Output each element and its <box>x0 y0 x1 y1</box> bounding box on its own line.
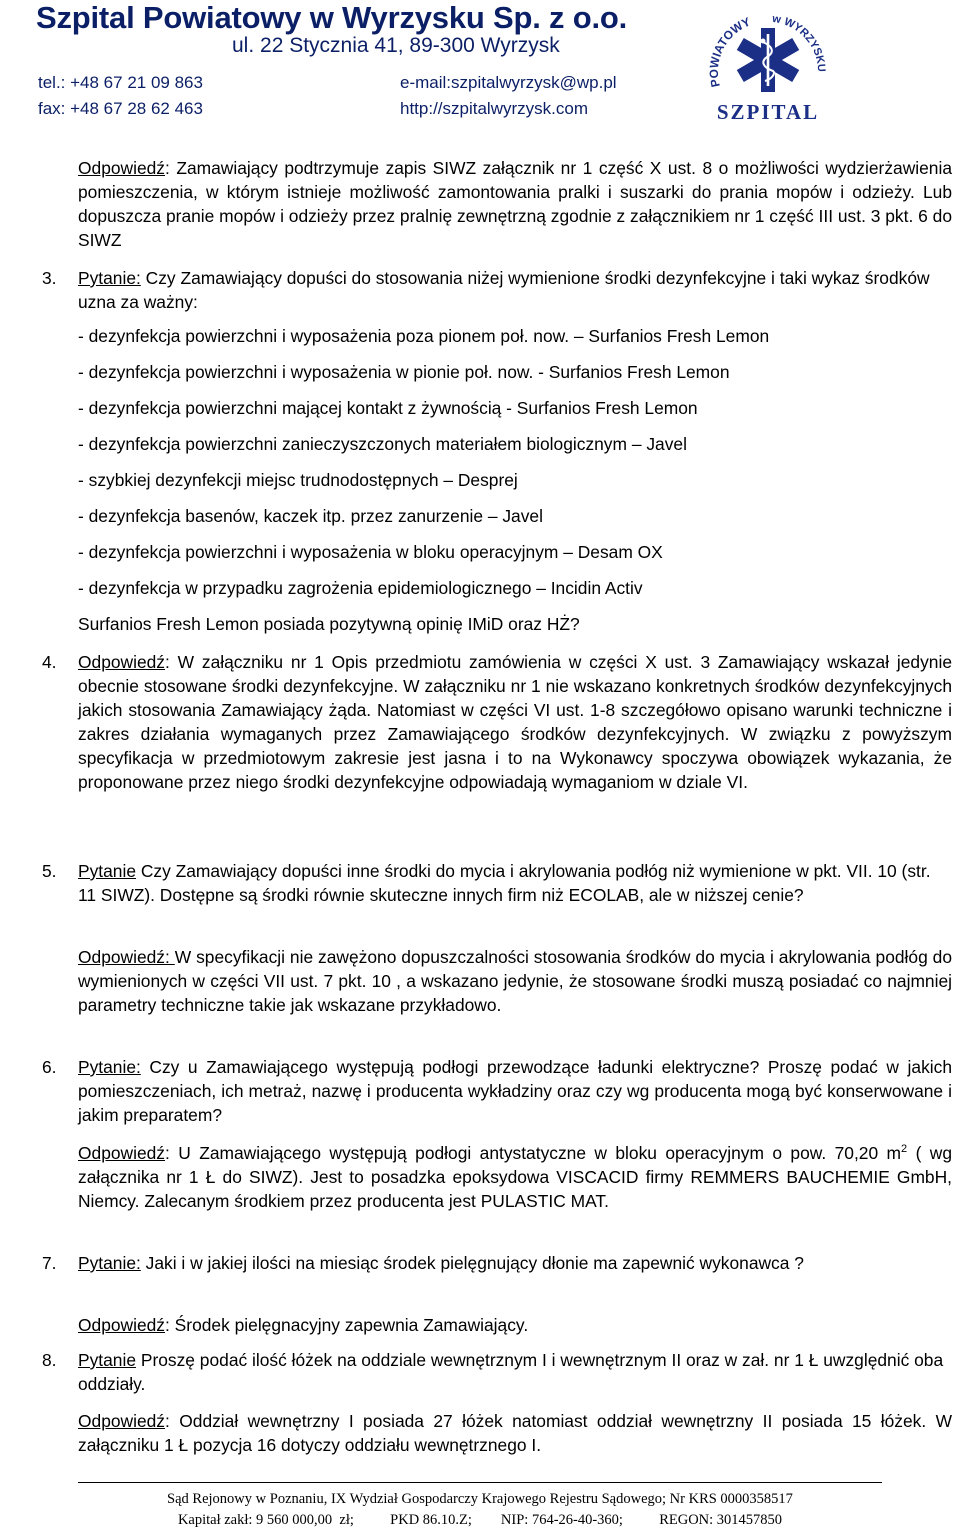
disinfectant-item: - dezynfekcja powierzchni zanieczyszczonych materiałem biologicznym – Javel <box>78 434 687 454</box>
answer-4 <box>78 650 952 794</box>
answer-text: : U Zamawiającego występują podłogi antystatyczne w bloku operacyjnym o pow. 70,20 m <box>165 1143 902 1163</box>
hospital-address: ul. 22 Stycznia 41, 89-300 Wyrzysk <box>232 34 560 57</box>
disinfectant-item: - dezynfekcja w przypadku zagrożenia epidemiologicznego – Incidin Activ <box>78 578 643 598</box>
disinfectant-item: - dezynfekcja powierzchni mającej kontakt z żywnością - Surfanios Fresh Lemon <box>78 398 698 418</box>
question-label: Pytanie <box>78 1350 137 1370</box>
svg-text:POWIATOWY: POWIATOWY <box>706 14 753 89</box>
item-number: 4. <box>42 652 57 672</box>
question-label: Pytanie: <box>78 1057 141 1077</box>
disinfectant-item: - dezynfekcja powierzchni i wyposażenia w bloku operacyjnym – Desam OX <box>78 542 663 562</box>
question-text: Czy u Zamawiającego występują podłogi przewodzące ładunki elektryczne? Proszę podać w jakich pomieszczeniach, ich metraż, nazwę i producenta wykładziny oraz czy wg producenta mogą być konserwowane i jakim preparatem? <box>78 1057 952 1125</box>
question-text: Czy Zamawiający dopuści inne środki do mycia i akrylowania podłóg niż wymienione w pkt. VII. 10 (str. 11 SIWZ). Dostępne są środki równie skuteczne innych firm niż ECOLAB, ale w niższej cenie? <box>78 861 931 905</box>
answer-text: : Zamawiający podtrzymuje zapis SIWZ załącznik nr 1 część X ust. 8 o możliwości wydzierżawienia pomieszczenia, w którym istnieje możliwość zamontowania pralki i suszarki do prania mopów i odzieży. Lub dopuszcza pranie mopów i odzieży przez pralnię zewnętrzną zgodnie z załącznikiem nr 1 część III ust. 3 pkt. 6 do SIWZ <box>78 158 952 250</box>
question-text: Proszę podać ilość łóżek na oddziale wewnętrznym I i wewnętrznym II oraz w zał. nr 1 Ł uwzględnić oba oddziały. <box>78 1350 944 1394</box>
question-7 <box>78 1251 868 1275</box>
footer-divider <box>78 1482 882 1483</box>
phone-number: tel.: +48 67 21 09 863 <box>38 73 203 92</box>
svg-text:w WYRZYSKU: w WYRZYSKU <box>771 12 828 73</box>
hospital-name: Szpital Powiatowy w Wyrzysku Sp. z o.o. <box>36 0 628 35</box>
item-number: 8. <box>42 1350 57 1370</box>
answer-label: Odpowiedź <box>78 1315 166 1335</box>
question-label: Pytanie: <box>78 1253 141 1273</box>
answer-6 <box>78 1141 952 1213</box>
question-label: Pytanie <box>78 861 137 881</box>
question-3 <box>78 266 952 314</box>
disinfectant-item: - dezynfekcja powierzchni i wyposażenia w pionie poł. now. - Surfanios Fresh Lemon <box>78 362 730 382</box>
answer-text: W specyfikacji nie zawężono dopuszczalności stosowania środków do mycia i akrylowania podłóg do wymienionych w części VII ust. 7 pkt. 10 , a wskazano jedynie, że stosowane środki muszą posiadać co najmniej parametry techniczne takie jak wskazane przykładowo. <box>78 947 953 1015</box>
answer-label: Odpowiedź <box>78 1143 166 1163</box>
disinfectant-item: - dezynfekcja basenów, kaczek itp. przez zanurzenie – Javel <box>78 506 543 526</box>
superscript: 2 <box>901 1143 908 1156</box>
answer-text: : W załączniku nr 1 Opis przedmiotu zamówienia w części X ust. 3 Zamawiający wskazał jedynie obecnie stosowane środki dezynfekcyjne. W załączniku nr 1 nie wskazano konkretnych środków dezynfekcyjnych jakich stosowania Zamawiający żąda. Natomiast w części VI ust. 1-8 szczegółowo opisano warunki techniczne i zakres działania wymaganych przez Zamawiającego środków dezynfekcyjnych. W związku z powyższym specyfikacja w przedmiotowym zakresie jest jasna i to na Wykonawcy spoczywa obowiązek wykazania, że proponowane przez niego środki dezynfekcyjne odpowiadają wymaganiom w dziale VI. <box>78 652 952 792</box>
fax-number: fax: +48 67 28 62 463 <box>38 99 203 118</box>
question-5 <box>78 859 952 907</box>
answer-text: ( wg załącznika nr 1 Ł do SIWZ). Jest to posadzka epoksydowa VISCACID firmy REMMERS BAUCHEMIE GmbH, Niemcy. Zalecanym środkiem przez producenta jest PULASTIC MAT. <box>78 1143 952 1211</box>
answer-text: : Środek pielęgnacyjny zapewnia Zamawiający. <box>165 1315 529 1335</box>
star-of-life-caduceus-icon <box>737 28 799 92</box>
question-6 <box>78 1055 952 1127</box>
answer-text: : Oddział wewnętrzny I posiada 27 łóżek natomiast oddział wewnętrzny II posiada 15 łóżek. W załączniku 1 Ł pozycja 16 dotyczy oddziału wewnętrznego I. <box>78 1411 952 1455</box>
item-number: 5. <box>42 861 57 881</box>
answer-label: Odpowiedź <box>78 158 166 178</box>
answer-label: Odpowiedź <box>78 652 166 672</box>
footer-company-ids: Kapitał zakł: 9 560 000,00 zł; PKD 86.10.Z; NIP: 764-26-40-360; REGON: 301457850 <box>177 1512 783 1528</box>
svg-text:SZPITAL: SZPITAL <box>716 100 820 124</box>
answer-label: Odpowiedź <box>78 1411 166 1431</box>
website-link[interactable]: http://szpitalwyrzysk.com <box>400 99 588 118</box>
item-number: 3. <box>42 268 57 288</box>
answer-2 <box>78 156 952 252</box>
email-address[interactable]: e-mail:szpitalwyrzysk@wp.pl <box>400 73 617 92</box>
item-number: 6. <box>42 1057 57 1077</box>
question-closing: Surfanios Fresh Lemon posiada pozytywną opinię IMiD oraz HŻ? <box>78 614 580 634</box>
answer-7 <box>78 1313 952 1337</box>
disinfectant-item: - szybkiej dezynfekcji miejsc trudnodostępnych – Desprej <box>78 470 518 490</box>
footer-registry: Sąd Rejonowy w Poznaniu, IX Wydział Gospodarczy Krajowego Rejestru Sądowego; Nr KRS 0000358517 <box>167 1491 793 1507</box>
disinfectant-item: - dezynfekcja powierzchni i wyposażenia poza pionem poł. now. – Surfanios Fresh Lemon <box>78 326 770 346</box>
answer-label: Odpowiedź: <box>78 947 175 967</box>
answer-8 <box>78 1409 952 1457</box>
question-text: Jaki i w jakiej ilości na miesiąc środek pielęgnujący dłonie ma zapewnić wykonawca ? <box>140 1253 804 1273</box>
answer-5 <box>78 945 952 1017</box>
question-8 <box>78 1348 952 1396</box>
item-number: 7. <box>42 1253 57 1273</box>
question-text: Czy Zamawiający dopuści do stosowania niżej wymienione środki dezynfekcyjne i taki wykaz środków uzna za ważny: <box>78 268 930 312</box>
question-label: Pytanie: <box>78 268 141 288</box>
hospital-logo <box>698 8 838 126</box>
